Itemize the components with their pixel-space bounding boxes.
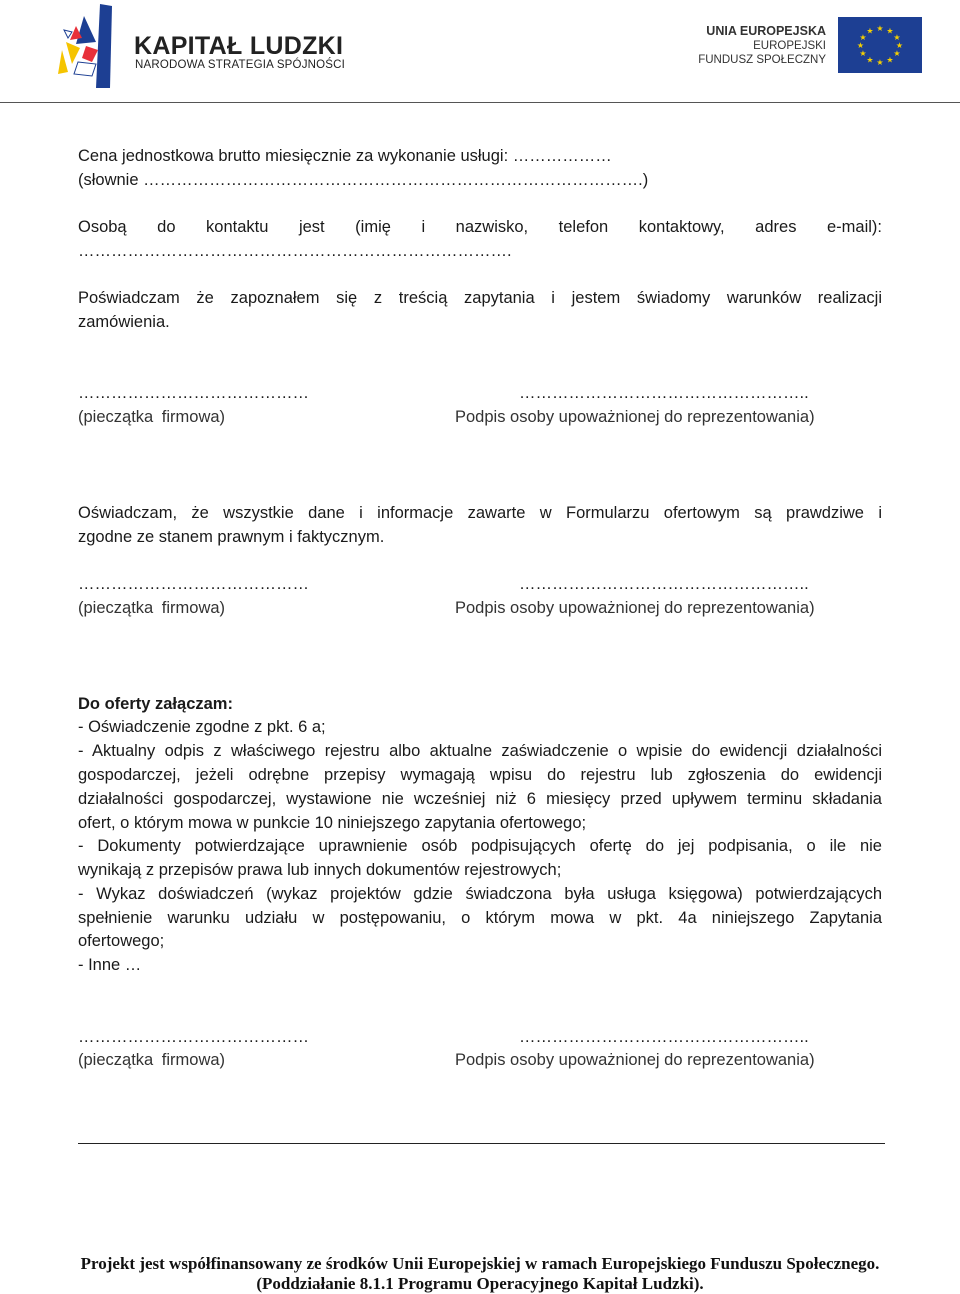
eu-logo-line3: FUNDUSZ SPOŁECZNY (698, 54, 826, 66)
header-divider (0, 102, 960, 103)
sign-label: Podpis osoby upoważnionej do reprezentowania) (455, 599, 815, 617)
attachment-item: - Aktualny odpis z właściwego rejestru albo aktualne zaświadczenie o wpisie do ewidencji działalności (78, 742, 882, 760)
attachment-item-cont: ofertowego; (78, 932, 165, 950)
eu-logo-line1: UNIA EUROPEJSKA (706, 24, 826, 38)
attachment-item-cont: działalności gospodarczej, wystawione nie wcześniej niż 6 miesięcy przed upływem terminu składania (78, 790, 882, 808)
declaration-line2: zamówienia. (78, 313, 170, 331)
kapital-ludzki-logo (56, 2, 356, 90)
svg-text:★: ★ (886, 26, 894, 36)
svg-text:★: ★ (859, 33, 867, 42)
eu-logo-line2: EUROPEJSKI (753, 40, 826, 52)
price-line: Cena jednostkowa brutto miesięcznie za wykonanie usługi: ……………… (78, 147, 612, 165)
stamp-label: (pieczątka firmowa) (78, 1051, 226, 1069)
truth-line2: zgodne ze stanem prawnym i faktycznym. (78, 528, 385, 546)
declaration-line1: Poświadczam że zapoznałem się z treścią zapytania i jestem świadomy warunków realizacji (78, 289, 882, 307)
footer-divider (78, 1143, 885, 1144)
svg-text:★: ★ (886, 55, 894, 65)
sign-label: Podpis osoby upoważnionej do reprezentowania) (455, 408, 815, 426)
stamp-label: (pieczątka firmowa) (78, 408, 226, 426)
sign-dots: …………………………………………….. (519, 384, 809, 402)
svg-text:★: ★ (876, 58, 884, 67)
attachment-item: - Oświadczenie zgodne z pkt. 6 a; (78, 718, 326, 736)
eu-flag-icon (838, 17, 922, 73)
stamp-dots: …………………………………… (78, 1028, 309, 1046)
logo-subtitle: NARODOWA STRATEGIA SPÓJNOŚCI (135, 59, 346, 71)
attachment-item-cont: ofert, o którym mowa w punkcie 10 niniejszego zapytania ofertowego; (78, 814, 587, 832)
eu-logo (690, 22, 930, 78)
svg-text:★: ★ (866, 55, 874, 65)
svg-text:★: ★ (895, 41, 904, 50)
attachment-item: - Dokumenty potwierdzające uprawnienie osób podpisujących ofertę do jej podpisania, o ile nie (78, 837, 882, 855)
attachment-item: - Inne … (78, 956, 142, 974)
stamp-dots: …………………………………… (78, 575, 309, 593)
svg-text:★: ★ (893, 33, 901, 42)
kapital-ludzki-logo-icon (56, 2, 116, 90)
price-words-line: (słownie ……………………………………………………………………………….) (78, 171, 649, 189)
svg-text:★: ★ (876, 24, 884, 33)
truth-line1: Oświadczam, że wszystkie dane i informacje zawarte w Formularzu ofertowym są prawdziwe i (78, 504, 882, 522)
svg-text:★: ★ (893, 49, 901, 58)
svg-text:★: ★ (866, 26, 874, 36)
attachment-item-cont: spełnienie warunku udziału w postępowaniu, o którym mowa w pkt. 4a niniejszego Zapytania (78, 909, 882, 927)
svg-text:★: ★ (856, 41, 865, 50)
attachment-item: - Wykaz doświadczeń (wykaz projektów gdzie świadczona była usługa księgowa) potwierdzających (78, 885, 882, 903)
footer-line1: Projekt jest współfinansowany ze środków Unii Europejskiej w ramach Europejskiego Funduszu Społecznego. (80, 1254, 880, 1273)
svg-text:★: ★ (859, 49, 867, 58)
sign-dots: …………………………………………….. (519, 575, 809, 593)
contact-dots: ……………………………………………………………………. (78, 242, 512, 260)
sign-label: Podpis osoby upoważnionej do reprezentowania) (455, 1051, 815, 1069)
footer-line2: (Poddziałanie 8.1.1 Programu Operacyjnego Kapitał Ludzki). (256, 1274, 704, 1293)
stamp-label: (pieczątka firmowa) (78, 599, 226, 617)
stamp-dots: …………………………………… (78, 384, 309, 402)
attachment-item-cont: wynikają z przepisów prawa lub innych dokumentów rejestrowych; (78, 861, 562, 879)
attachment-item-cont: gospodarczej, jeżeli odrębne przepisy wymagają wpisu do rejestru lub zgłoszenia do ewidencji (78, 766, 882, 784)
attachments-heading: Do oferty załączam: (78, 695, 233, 713)
contact-line: Osobą do kontaktu jest (imię i nazwisko, telefon kontaktowy, adres e-mail): (78, 218, 882, 236)
logo-title: KAPITAŁ LUDZKI (134, 32, 344, 60)
sign-dots: …………………………………………….. (519, 1028, 809, 1046)
